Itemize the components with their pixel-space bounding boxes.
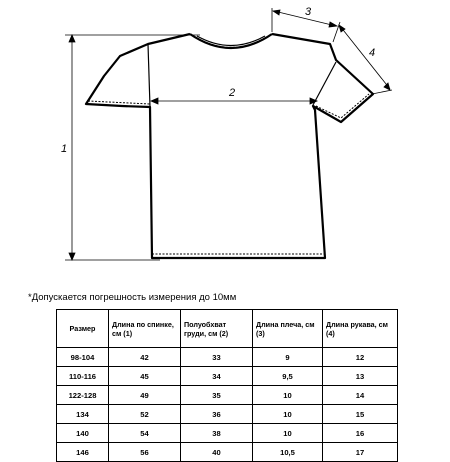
table-cell: 10,5 bbox=[253, 443, 323, 462]
table-cell: 54 bbox=[109, 424, 181, 443]
table-row bbox=[57, 367, 398, 386]
table-cell: 10 bbox=[253, 386, 323, 405]
dimension-label-chest: 2 bbox=[228, 87, 236, 99]
header-sleeve-length: Длина рукава, см (4) bbox=[323, 310, 398, 348]
table-cell: 13 bbox=[323, 367, 398, 386]
table-cell: 16 bbox=[323, 424, 398, 443]
table-cell: 42 bbox=[109, 348, 181, 367]
table-row bbox=[57, 424, 398, 443]
dimension-label-sleeve: 4 bbox=[368, 47, 376, 59]
table-cell: 15 bbox=[323, 405, 398, 424]
table-row bbox=[57, 386, 398, 405]
table-cell: 9 bbox=[253, 348, 323, 367]
size-table bbox=[56, 309, 398, 462]
table-row bbox=[57, 405, 398, 424]
table-cell: 34 bbox=[181, 367, 253, 386]
table-cell: 52 bbox=[109, 405, 181, 424]
table-body bbox=[57, 348, 398, 462]
table-header-row bbox=[57, 310, 398, 348]
table-cell: 33 bbox=[181, 348, 253, 367]
table-cell: 12 bbox=[323, 348, 398, 367]
table-cell: 110-116 bbox=[57, 367, 109, 386]
header-back-length: Длина по спинке, см (1) bbox=[109, 310, 181, 348]
table-cell: 10 bbox=[253, 424, 323, 443]
measurement-note: *Допускается погрешность измерения до 10мм bbox=[28, 292, 237, 303]
table-cell: 38 bbox=[181, 424, 253, 443]
table-cell: 40 bbox=[181, 443, 253, 462]
header-shoulder-length: Длина плеча, см (3) bbox=[253, 310, 323, 348]
table-cell: 35 bbox=[181, 386, 253, 405]
dimension-sleeve bbox=[339, 25, 392, 94]
header-half-chest: Полуобхват груди, см (2) bbox=[181, 310, 253, 348]
table-cell: 98-104 bbox=[57, 348, 109, 367]
table-cell: 49 bbox=[109, 386, 181, 405]
table-cell: 140 bbox=[57, 424, 109, 443]
table-cell: 146 bbox=[57, 443, 109, 462]
table-cell: 10 bbox=[253, 405, 323, 424]
dimension-label-shoulder: 3 bbox=[304, 6, 312, 18]
table-cell: 134 bbox=[57, 405, 109, 424]
table-row bbox=[57, 443, 398, 462]
table-cell: 36 bbox=[181, 405, 253, 424]
table-row bbox=[57, 348, 398, 367]
dimension-length bbox=[65, 35, 200, 260]
header-size: Размер bbox=[57, 310, 109, 348]
dimension-label-length: 1 bbox=[60, 143, 68, 155]
table-cell: 56 bbox=[109, 443, 181, 462]
table-cell: 9,5 bbox=[253, 367, 323, 386]
table-cell: 14 bbox=[323, 386, 398, 405]
table-cell: 17 bbox=[323, 443, 398, 462]
table-cell: 122-128 bbox=[57, 386, 109, 405]
tshirt-outline bbox=[86, 34, 376, 258]
table-cell: 45 bbox=[109, 367, 181, 386]
